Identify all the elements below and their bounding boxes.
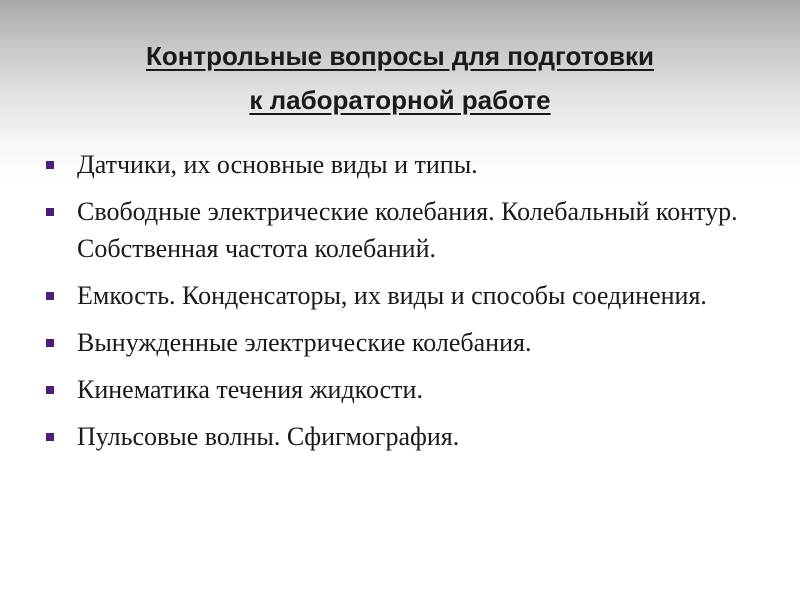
bullet-item — [42, 193, 742, 267]
bullet-item — [42, 371, 742, 408]
bullet-item — [42, 418, 742, 455]
square-bullet-icon — [46, 292, 54, 300]
square-bullet-icon — [46, 208, 54, 216]
slide-title-line-1: Контрольные вопросы для подготовки — [145, 41, 655, 71]
bullet-list — [42, 146, 742, 465]
slide-title-line-2: к лабораторной работе — [249, 85, 551, 115]
bullet-text: Емкость. Конденсаторы, их виды и способы соединения. — [77, 281, 707, 310]
square-bullet-icon — [46, 386, 54, 394]
square-bullet-icon — [46, 339, 54, 347]
bullet-item — [42, 324, 742, 361]
square-bullet-icon — [46, 433, 54, 441]
slide-title — [40, 34, 760, 122]
square-bullet-icon — [46, 161, 54, 169]
bullet-item — [42, 277, 742, 314]
bullet-text: Датчики, их основные виды и типы. — [77, 150, 478, 179]
bullet-text: Пульсовые волны. Сфигмография. — [77, 422, 460, 451]
bullet-text: Кинематика течения жидкости. — [77, 375, 423, 404]
bullet-text: Свободные электрические колебания. Колебальный контур. Собственная частота колебаний. — [77, 197, 738, 263]
bullet-text: Вынужденные электрические колебания. — [77, 328, 532, 357]
bullet-item — [42, 146, 742, 183]
